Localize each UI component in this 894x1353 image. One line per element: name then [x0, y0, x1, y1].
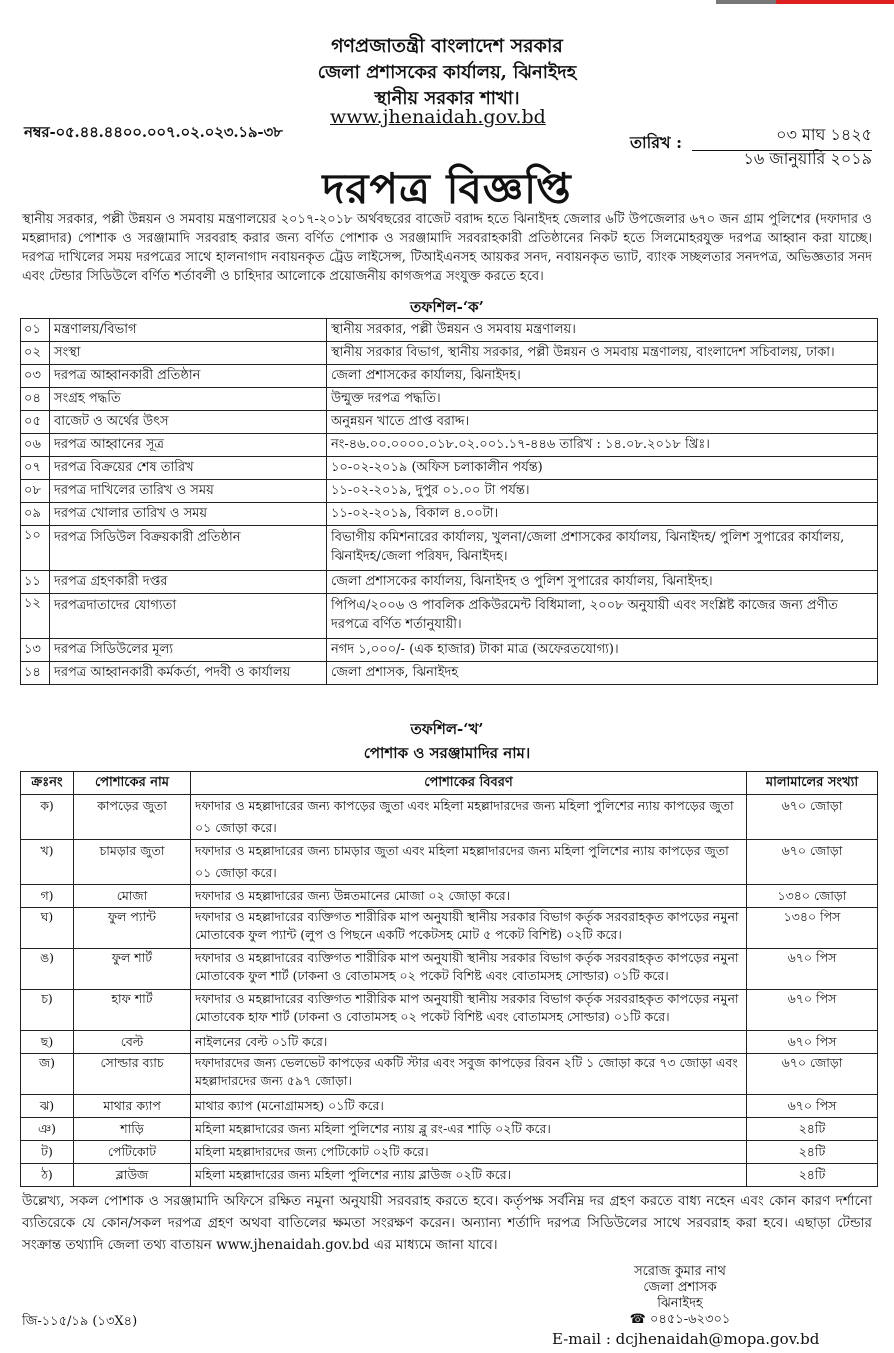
date-label: তারিখ : [630, 133, 683, 152]
schedule-ka-no: ০৮ [21, 480, 50, 503]
schedule-ka-value: জেলা প্রশাসকের কার্যালয়, ঝিনাইদহ ও পুলিশ সুপারের কার্যালয়, ঝিনাইদহ। [327, 571, 878, 594]
column-header: পোশাকের বিবরণ [191, 772, 747, 795]
schedule-kha-name: পেটিকোট [74, 1141, 191, 1164]
schedule-kha-desc: মাথার ক্যাপ (মনোগ্রামসহ) ০১টি করে। [191, 1095, 747, 1118]
schedule-ka-row [21, 503, 878, 526]
schedule-ka-value: ১১-০২-২০১৯, দুপুর ০১.০০ টা পর্যন্ত। [327, 480, 878, 503]
schedule-ka-row [21, 319, 878, 342]
schedule-kha-no: ছ) [21, 1031, 74, 1054]
schedule-kha-row [21, 949, 878, 990]
schedule-kha-row [21, 1031, 878, 1054]
schedule-ka-item: দরপত্র আহ্বানের সূত্র [50, 434, 327, 457]
schedule-kha-desc: দফাদার ও মহল্লাদারের ব্যক্তিগত শারীরিক মাপ অনুযায়ী স্থানীয় সরকার বিভাগ কর্তৃক সরবরাহকৃত কাপড়ের নমুনা মোতাবেক ফুল শার্ট (ঢাকনা ও বোতামসহ ০২ পকেট বিশিষ্ট এবং বোতামসহ সোল্ডার) ০১টি করে। [191, 949, 747, 990]
schedule-ka-value: ১০-০২-২০১৯ (অফিস চলাকালীন পর্যন্ত) [327, 457, 878, 480]
schedule-kha-table [20, 771, 878, 1187]
govt-heading: গণপ্রজাতন্ত্রী বাংলাদেশ সরকার [331, 35, 563, 57]
schedule-kha-no: ঝ) [21, 1095, 74, 1118]
signatory-email[interactable]: E-mail : dcjhenaidah@mopa.gov.bd [552, 1330, 820, 1348]
schedule-ka-value: জেলা প্রশাসক, ঝিনাইদহ [327, 662, 878, 685]
schedule-ka-item: সংস্থা [50, 342, 327, 365]
schedule-kha-desc: নাইলনের বেল্ট ০১টি করে। [191, 1031, 747, 1054]
schedule-ka-row [21, 342, 878, 365]
schedule-kha-name: কাপড়ের জুতা [74, 795, 191, 840]
schedule-ka-value: নগদ ১,০০০/- (এক হাজার) টাকা মাত্র (অফেরতযোগ্য)। [327, 639, 878, 662]
schedule-ka-no: ০৪ [21, 388, 50, 411]
schedule-kha-qty: ১৩৪০ পিস [747, 908, 878, 949]
schedule-ka-value: ১১-০২-২০১৯, বিকাল ৪.০০টা। [327, 503, 878, 526]
schedule-kha-row [21, 1141, 878, 1164]
schedule-ka-no: ০৭ [21, 457, 50, 480]
closing-paragraph: উল্লেখ্য, সকল পোশাক ও সরঞ্জামাদি অফিসে রক্ষিত নমুনা অনুযায়ী সরবরাহ করতে হবে। কর্তৃপক্ষ সর্বনিম্ন দর গ্রহণ করতে বাধ্য নহেন এবং কোন কারণ দর্শানো ব্যতিরেকে যে কোন/সকল দরপত্র গ্রহণ অথবা বাতিলের ক্ষমতা সংরক্ষণ করেন। অন্যান্য শর্তাদি দরপত্র সিডিউলের সাথে সরবরাহ করা হবে। এছাড়া টেন্ডার সংক্রান্ত তথ্যাদি জেলা তথ্য বাতায়ন www.jhenaidah.gov.bd এর মাধ্যমে জানা যাবে। [22, 1193, 872, 1253]
schedule-ka-row [21, 388, 878, 411]
schedule-kha-desc: দফাদার ও মহল্লাদারের ব্যক্তিগত শারীরিক মাপ অনুযায়ী স্থানীয় সরকার বিভাগ কর্তৃক সরবরাহকৃত কাপড়ের নমুনা মোতাবেক ফুল প্যান্ট (লুপ ও পিছনে একটি পকেটসহ মোট ৫ পকেট বিশিষ্ট) ০২টি করে। [191, 908, 747, 949]
schedule-kha-row [21, 885, 878, 908]
schedule-kha-name: শাড়ি [74, 1118, 191, 1141]
schedule-ka-row [21, 480, 878, 503]
schedule-kha-row [21, 908, 878, 949]
branch-heading: স্থানীয় সরকার শাখা। [374, 88, 520, 109]
intro-paragraph: স্থানীয় সরকার, পল্লী উন্নয়ন ও সমবায় মন্ত্রণালয়ের ২০১৭-২০১৮ অর্থবছরের বাজেট বরাদ্দ হতে ঝিনাইদহ জেলার ৬টি উপজেলার ৬৭০ জন গ্রাম পুলিশের (দফাদার ও মহল্লাদার) পোশাক ও সরঞ্জামাদি সরবরাহ করার জন্য বর্ণিত পোশাক ও সরঞ্জামাদি সরবরাহকারী প্রতিষ্ঠানের নিকট হতে সিলমোহরযুক্ত দরপত্র আহ্বান করা যাচ্ছে। দরপত্র দাখিলের সময় দরপত্রের সাথে হালনাগাদ নবায়নকৃত ট্রেড লাইসেন্স, টিআইএনসহ আয়কর সনদ, নবায়নকৃত ভ্যাট, ব্যাংক সচ্ছলতার সনদপত্র, অভিজ্ঞতার সনদ এবং টেন্ডার সিডিউলে বর্ণিত শর্তাবলী ও চাহিদার আলোকে প্রয়োজনীয় কাগজপত্র সংযুক্ত করতে হবে। [22, 212, 872, 284]
schedule-ka-row [21, 365, 878, 388]
schedule-ka-value: নং-৪৬.০০.০০০০.০১৮.০২.০০১.১৭-৪৪৬ তারিখ : ১৪.০৮.২০১৮ খ্রিঃ। [327, 434, 878, 457]
schedule-ka-no: ১২ [21, 594, 50, 639]
schedule-kha-desc: দফাদার ও মহল্লাদারের জন্য কাপড়ের জুতা এবং মহিলা মহল্লাদারদের জন্য মহিলা পুলিশের ন্যায় কাপড়ের জুতা ০১ জোড়া করে। [191, 795, 747, 840]
schedule-kha-qty: ৬৭০ পিস [747, 949, 878, 990]
schedule-ka-no: ১৪ [21, 662, 50, 685]
schedule-kha-row [21, 1054, 878, 1095]
schedule-kha-desc: দফাদার ও মহল্লাদারের ব্যক্তিগত শারীরিক মাপ অনুযায়ী স্থানীয় সরকার বিভাগ কর্তৃক সরবরাহকৃত কাপড়ের নমুনা মোতাবেক হাফ শার্ট (ঢাকনা ও বোতামসহ ০২ পকেট বিশিষ্ট এবং বোতামসহ সোল্ডার) ০১টি করে। [191, 990, 747, 1031]
schedule-kha-row [21, 990, 878, 1031]
schedule-ka-value: স্থানীয় সরকার, পল্লী উন্নয়ন ও সমবায় মন্ত্রণালয়। [327, 319, 878, 342]
column-header: ক্রঃনং [21, 772, 74, 795]
schedule-kha-qty: ৬৭০ পিস [747, 990, 878, 1031]
schedule-kha-name: সোল্ডার ব্যাচ [74, 1054, 191, 1095]
schedule-ka-no: ০৫ [21, 411, 50, 434]
signatory-phone: ☎ ০৪৫১-৬২৩০১ [629, 1312, 731, 1327]
schedule-ka-no: ০২ [21, 342, 50, 365]
schedule-ka-item: দরপত্র সিডিউল বিক্রয়কারী প্রতিষ্ঠান [50, 526, 327, 571]
schedule-kha-no: ক) [21, 795, 74, 840]
schedule-ka-item: দরপত্রদাতাদের যোগ্যতা [50, 594, 327, 639]
schedule-ka-heading: তফশিল-‘ক’ [410, 298, 484, 316]
schedule-ka-row [21, 434, 878, 457]
schedule-ka-value: পিপিএ/২০০৬ ও পাবলিক প্রকিউরমেন্ট বিধিমালা, ২০০৮ অনুযায়ী এবং সংশ্লিষ্ট কাজের জন্য প্রণীত দরপত্রে বর্ণিত শর্তানুযায়ী। [327, 594, 878, 639]
schedule-kha-heading: তফশিল-‘খ’ [410, 720, 484, 738]
schedule-ka-item: দরপত্র খোলার তারিখ ও সময় [50, 503, 327, 526]
schedule-ka-no: ১১ [21, 571, 50, 594]
schedule-kha-name: মাথার ক্যাপ [74, 1095, 191, 1118]
schedule-ka-value: বিভাগীয় কমিশনারের কার্যালয়, খুলনা/জেলা প্রশাসকের কার্যালয়, ঝিনাইদহ/ পুলিশ সুপারের কার্যালয়, ঝিনাইদহ/জেলা পরিষদ, ঝিনাইদহ। [327, 526, 878, 571]
schedule-ka-no: ০৩ [21, 365, 50, 388]
schedule-kha-name: হাফ শার্ট [74, 990, 191, 1031]
schedule-kha-row [21, 1095, 878, 1118]
signatory-designation: জেলা প্রশাসক [643, 1280, 717, 1295]
schedule-kha-desc: দফাদার ও মহল্লাদারের জন্য উন্নতমানের মোজা ০২ জোড়া করে। [191, 885, 747, 908]
schedule-kha-no: গ) [21, 885, 74, 908]
schedule-ka-table [20, 318, 878, 685]
schedule-kha-no: ঠ) [21, 1164, 74, 1187]
schedule-ka-no: ১০ [21, 526, 50, 571]
schedule-kha-desc: মহিলা মহল্লাদারের জন্য মহিলা পুলিশের ন্যায় ব্লাউজ ০২টি করে। [191, 1164, 747, 1187]
schedule-kha-no: ঘ) [21, 908, 74, 949]
schedule-ka-row [21, 411, 878, 434]
schedule-ka-value: অনুন্নয়ন খাতে প্রাপ্ত বরাদ্দ। [327, 411, 878, 434]
schedule-kha-qty: ৬৭০ জোড়া [747, 840, 878, 885]
schedule-kha-desc: দফাদারদের জন্য ভেলভেট কাপড়ের একটি স্টার এবং সবুজ কাপড়ের রিবন ২টি ১ জোড়া করে ৭৩ জোড়া এবং মহল্লাদারদের জন্য ৫৯৭ জোড়া। [191, 1054, 747, 1095]
schedule-ka-item: দরপত্র বিক্রয়ের শেষ তারিখ [50, 457, 327, 480]
schedule-kha-qty: ৬৭০ জোড়া [747, 1054, 878, 1095]
schedule-kha-qty: ৬৭০ পিস [747, 1095, 878, 1118]
schedule-kha-no: খ) [21, 840, 74, 885]
schedule-kha-no: ঙ) [21, 949, 74, 990]
schedule-ka-no: ০৬ [21, 434, 50, 457]
schedule-ka-row [21, 526, 878, 571]
column-header: পোশাকের নাম [74, 772, 191, 795]
schedule-kha-qty: ১৩৪০ জোড়া [747, 885, 878, 908]
schedule-kha-qty: ৬৭০ পিস [747, 1031, 878, 1054]
schedule-kha-row [21, 1164, 878, 1187]
schedule-ka-row [21, 639, 878, 662]
schedule-kha-desc: মহিলা মহল্লাদারের জন্য মহিলা পুলিশের ন্যায় ব্লু রং-এর শাড়ি ০২টি করে। [191, 1118, 747, 1141]
schedule-ka-row [21, 457, 878, 480]
schedule-ka-item: দরপত্র আহ্বানকারী প্রতিষ্ঠান [50, 365, 327, 388]
schedule-kha-name: বেল্ট [74, 1031, 191, 1054]
schedule-ka-item: বাজেট ও অর্থের উৎস [50, 411, 327, 434]
schedule-ka-item: দরপত্র সিডিউলের মূল্য [50, 639, 327, 662]
schedule-kha-qty: ২৪টি [747, 1164, 878, 1187]
schedule-ka-row [21, 662, 878, 685]
schedule-kha-name: মোজা [74, 885, 191, 908]
schedule-kha-no: চ) [21, 990, 74, 1031]
schedule-ka-item: দরপত্র দাখিলের তারিখ ও সময় [50, 480, 327, 503]
website-link[interactable]: www.jhenaidah.gov.bd [330, 106, 546, 128]
schedule-kha-no: ঞ) [21, 1118, 74, 1141]
schedule-ka-no: ০১ [21, 319, 50, 342]
footer-code: জি-১১৫/১৯ (১৩X৪) [22, 1314, 138, 1329]
schedule-kha-no: জ) [21, 1054, 74, 1095]
schedule-kha-subheading: পোশাক ও সরঞ্জামাদির নাম। [363, 744, 531, 762]
schedule-kha-row [21, 840, 878, 885]
schedule-ka-value: জেলা প্রশাসকের কার্যালয়, ঝিনাইদহ। [327, 365, 878, 388]
signatory-name: সরোজ কুমার নাথ [634, 1264, 726, 1279]
schedule-ka-item: মন্ত্রণালয়/বিভাগ [50, 319, 327, 342]
schedule-ka-value: স্থানীয় সরকার বিভাগ, স্থানীয় সরকার, পল্লী উন্নয়ন ও সমবায় মন্ত্রণালয়, বাংলাদেশ সচিবালয়, ঢাকা। [327, 342, 878, 365]
memo-number: নম্বর-০৫.৪৪.৪৪০০.০০৭.০২.০২৩.১৯-৩৮ [24, 123, 283, 141]
schedule-kha-desc: দফাদার ও মহল্লাদারের জন্য চামড়ার জুতা এবং মহিলা মহল্লাদারদের জন্য মহিলা পুলিশের ন্যায় কাপড়ের জুতা ০১ জোড়া করে। [191, 840, 747, 885]
date-bengali: ০৩ মাঘ ১৪২৫ [692, 122, 872, 151]
office-heading: জেলা প্রশাসকের কার্যালয়, ঝিনাইদহ [317, 62, 577, 83]
schedule-ka-row [21, 571, 878, 594]
schedule-kha-name: ফুল শার্ট [74, 949, 191, 990]
date-gregorian: ১৬ জানুয়ারি ২০১৯ [743, 149, 872, 168]
schedule-kha-row [21, 1118, 878, 1141]
schedule-ka-no: ০৯ [21, 503, 50, 526]
schedule-kha-desc: মহিলা মহল্লাদারদের জন্য পেটিকোট ০২টি করে। [191, 1141, 747, 1164]
schedule-ka-item: দরপত্র আহ্বানকারী কর্মকর্তা, পদবী ও কার্যালয় [50, 662, 327, 685]
top-accent-bar-red [776, 0, 894, 4]
schedule-ka-no: ১৩ [21, 639, 50, 662]
schedule-kha-row [21, 795, 878, 840]
signatory-district: ঝিনাইদহ [657, 1296, 703, 1311]
schedule-kha-qty: ৬৭০ জোড়া [747, 795, 878, 840]
schedule-ka-value: উন্মুক্ত দরপত্র পদ্ধতি। [327, 388, 878, 411]
schedule-kha-name: চামড়ার জুতা [74, 840, 191, 885]
schedule-kha-qty: ২৪টি [747, 1141, 878, 1164]
schedule-ka-item: দরপত্র গ্রহণকারী দপ্তর [50, 571, 327, 594]
schedule-ka-row [21, 594, 878, 639]
schedule-kha-qty: ২৪টি [747, 1118, 878, 1141]
schedule-ka-item: সংগ্রহ পদ্ধতি [50, 388, 327, 411]
page-title: দরপত্র বিজ্ঞপ্তি [322, 164, 572, 213]
column-header: মালামালের সংখ্যা [747, 772, 878, 795]
schedule-kha-name: ফুল প্যান্ট [74, 908, 191, 949]
schedule-kha-name: ব্লাউজ [74, 1164, 191, 1187]
schedule-kha-no: ট) [21, 1141, 74, 1164]
